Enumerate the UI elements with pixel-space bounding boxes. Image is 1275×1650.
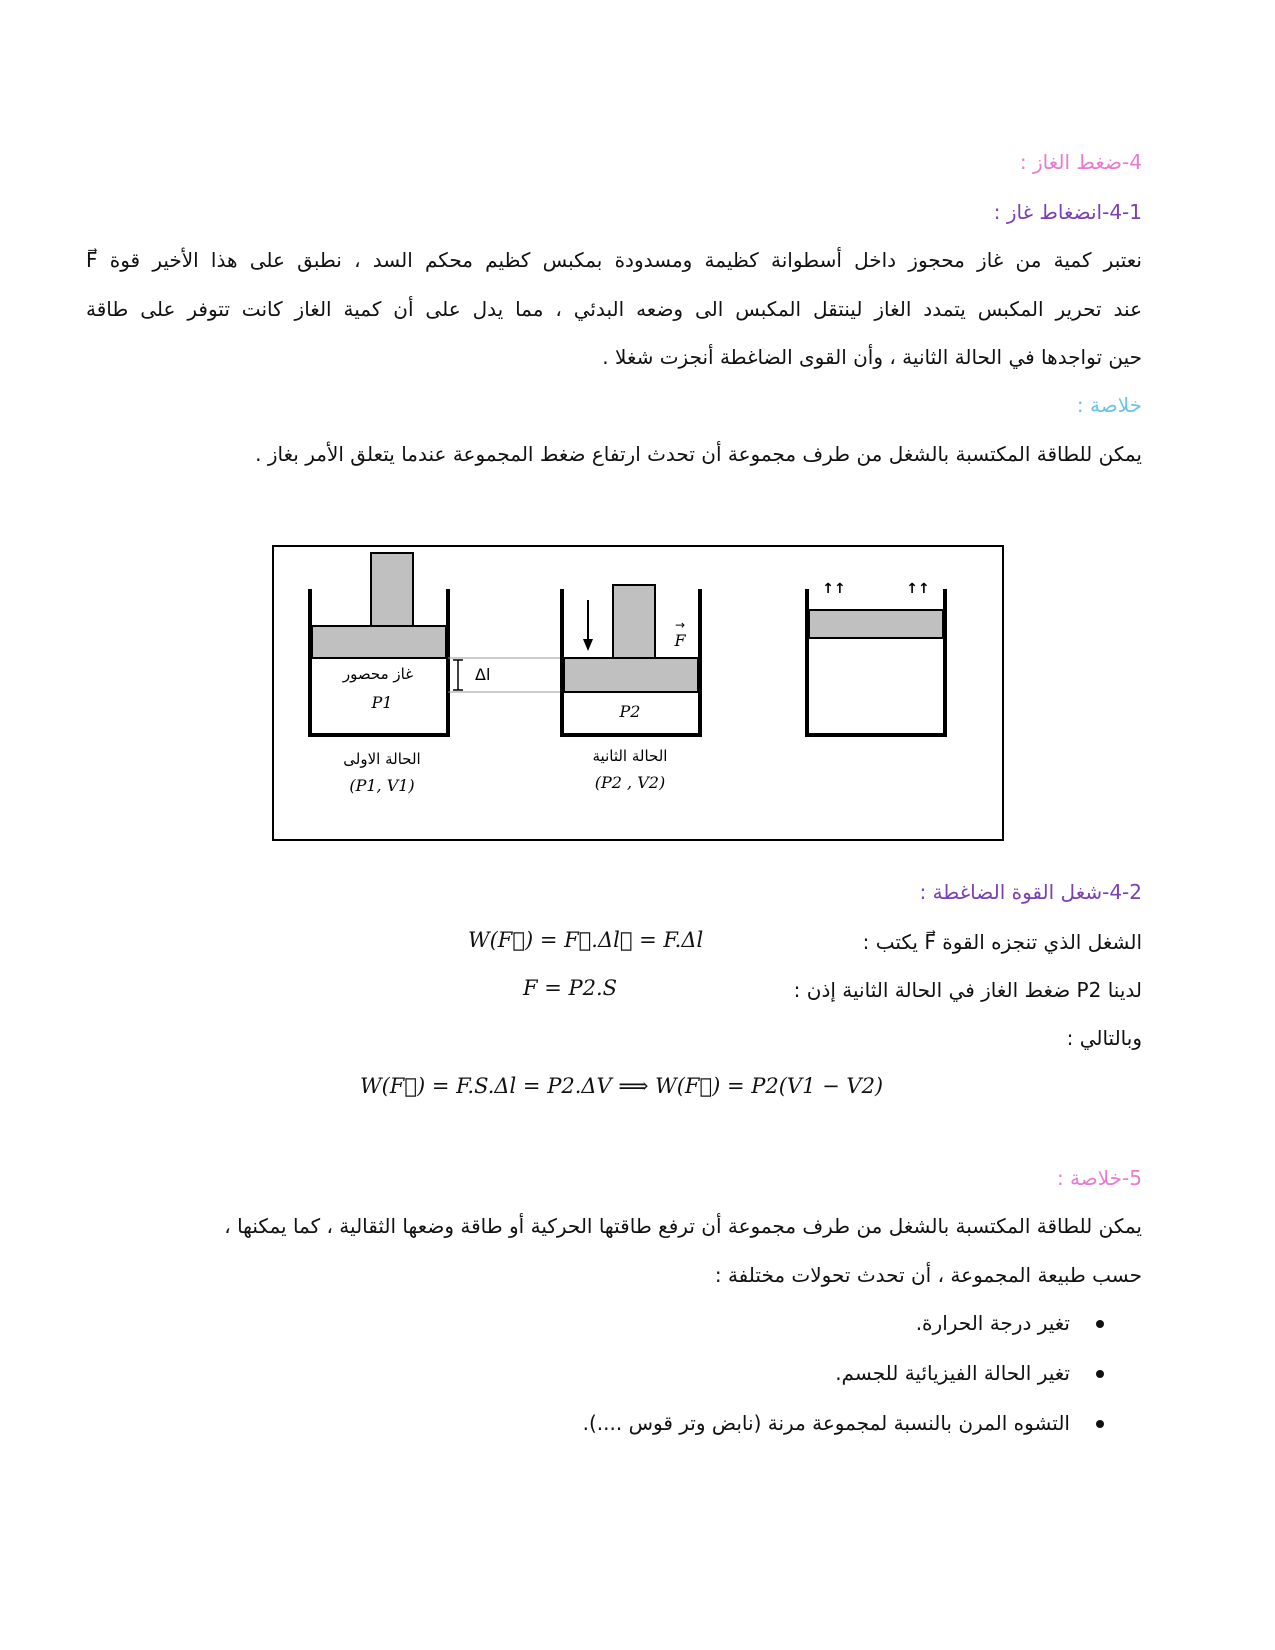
equation-work-result: W(F⃗) = F.S.Δl = P2.ΔV ⟹ W(F⃗) = P2(V1 − V2) (360, 1074, 884, 1098)
force-label: F (674, 631, 686, 650)
piston-head-1 (312, 626, 446, 658)
section-4-1-title: 4-1-انضغاط غاز : (993, 200, 1142, 224)
list-item-text: تغير الحالة الفيزيائية للجسم. (835, 1361, 1070, 1385)
list-item (583, 1308, 1142, 1358)
equation-work-definition: W(F⃗) = F⃗.Δl⃗ = F.Δl (468, 928, 704, 952)
list-item-text: التشوه المرن بالنسبة لمجموعة مرنة (نابض وتر قوس ....). (582, 1411, 1070, 1435)
equation-force-pressure: F = P2.S (523, 976, 618, 1000)
piston-rod-2 (613, 585, 655, 658)
state-2-vars: (P2 , V2) (594, 773, 666, 792)
section-4-2-title: 4-2-شغل القوة الضاغطة : (919, 880, 1142, 904)
up-arrows-right-icon: ↑↑ (906, 581, 930, 597)
piston-head-2 (564, 658, 698, 692)
force-vector-arrow-icon: → (674, 618, 686, 632)
summary-text: يمكن للطاقة المكتسبة بالشغل من طرف مجموعة أن تحدث ارتفاع ضغط المجموعة عندما يتعلق الأمر بغاز . (255, 442, 1142, 466)
summary-title: خلاصة : (1076, 393, 1142, 417)
paragraph-line-1: نعتبر كمية من غاز محجوز داخل أسطوانة كظيمة ومسدودة بمكبس كظيم محكم السد ، نطبق على هذا الأخير قوة F⃗ (86, 248, 1142, 272)
conclusion-line-1: يمكن للطاقة المكتسبة بالشغل من طرف مجموعة أن ترفع طاقتها الحركية أو طاقة وضعها الثقالية ، كما يمكنها ، (224, 1214, 1142, 1238)
piston-head-3 (809, 610, 943, 638)
conclusion-line-2: حسب طبيعة المجموعة ، أن تحدث تحولات مختلفة : (714, 1263, 1142, 1287)
list-item-text: تغير درجة الحرارة. (915, 1311, 1070, 1335)
paragraph-line-3: حين تواجدها في الحالة الثانية ، وأن القوى الضاغطة أنجزت شغلا . (602, 345, 1142, 369)
gas-label: غاز محصور (342, 665, 414, 683)
bullet-icon (1096, 1320, 1104, 1328)
bullet-icon (1096, 1420, 1104, 1428)
therefore-text: وبالتالي : (1066, 1026, 1142, 1050)
list-item (583, 1408, 1142, 1458)
piston-rod-1 (371, 553, 413, 626)
list-item (583, 1358, 1142, 1408)
p1-label: P1 (371, 693, 393, 712)
state-1-label: الحالة الاولى (343, 750, 421, 768)
bullet-icon (1096, 1370, 1104, 1378)
paragraph-line-2: عند تحرير المكبس يتمدد الغاز لينتقل المكبس الى وضعه البدئي ، مما يدل على أن كمية الغاز كانت تتوفر على طاقة (86, 297, 1142, 321)
section-4-title: 4-ضغط الغاز : (1019, 150, 1142, 174)
state-1-vars: (P1, V1) (349, 776, 415, 795)
piston-cylinder-figure (272, 545, 1004, 841)
section-5-title: 5-خلاصة : (1056, 1166, 1142, 1190)
state-2-label: الحالة الثانية (592, 747, 668, 765)
work-definition-text: الشغل الذي تنجزه القوة F⃗ يكتب : (862, 930, 1142, 954)
up-arrows-left-icon: ↑↑ (822, 581, 846, 597)
pressure-text: لدينا P2 ضغط الغاز في الحالة الثانية إذن : (793, 978, 1142, 1002)
p2-label: P2 (619, 702, 641, 721)
delta-l-label: Δl (475, 665, 491, 684)
transformations-list (582, 1311, 1142, 1458)
